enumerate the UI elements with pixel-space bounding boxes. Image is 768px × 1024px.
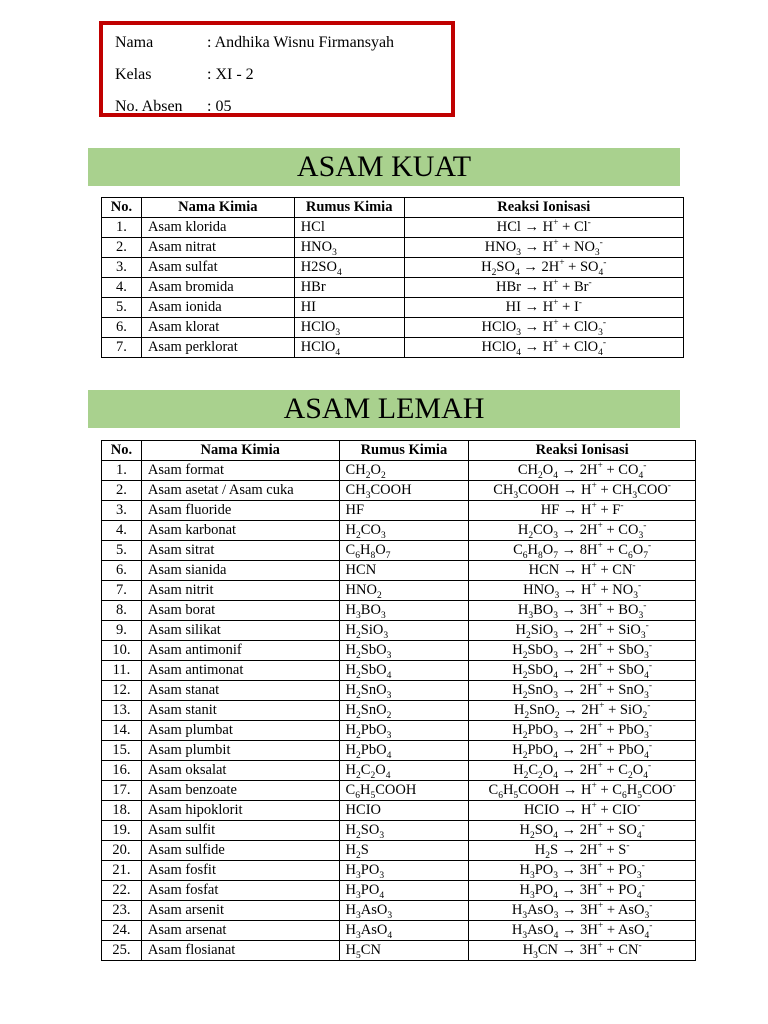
chemical-name: Asam plumbit [141, 741, 339, 761]
chemical-formula: $CH_2O_2$ [339, 461, 469, 481]
column-header: Rumus Kimia [339, 441, 469, 461]
row-number: 3. [102, 258, 142, 278]
chemical-formula: $H_2SO_3$ [339, 821, 469, 841]
ionization-reaction: HCN → H+ + CN- [469, 561, 696, 581]
chemical-formula: $H_2SiO_3$ [339, 621, 469, 641]
chemical-name: Asam antimonat [141, 661, 339, 681]
ionization-reaction: $HNO_3 \to H^+ + NO_3^-$ [469, 581, 696, 601]
ionization-reaction: $H_3CN \to 3H^+ + CN^-$ [469, 941, 696, 961]
row-number: 12. [102, 681, 142, 701]
column-header: Reaksi Ionisasi [404, 198, 683, 218]
table-row [102, 461, 696, 481]
table-row [102, 641, 696, 661]
chemical-formula: $C_6H_5COOH$ [339, 781, 469, 801]
chemical-name: Asam hipoklorit [141, 801, 339, 821]
ionization-reaction: $H_2SnO_3 \to 2H^+ + SnO_3^-$ [469, 681, 696, 701]
table-row [102, 481, 696, 501]
row-number: 11. [102, 661, 142, 681]
chemical-formula: HF [339, 501, 469, 521]
table-row [102, 801, 696, 821]
table-row [102, 741, 696, 761]
table-row [102, 861, 696, 881]
ionization-reaction: HClO$_3$ → H+ + ClO$_3$- [404, 318, 683, 338]
table-row [102, 561, 696, 581]
table-row [102, 701, 696, 721]
column-header: Rumus Kimia [294, 198, 404, 218]
chemical-name: Asam sulfide [141, 841, 339, 861]
row-number: 16. [102, 761, 142, 781]
table-row [102, 721, 696, 741]
chemical-formula: $CH_3COOH$ [339, 481, 469, 501]
row-number: 24. [102, 921, 142, 941]
chemical-name: Asam perklorat [141, 338, 294, 358]
chemical-formula: $H_2SnO_3$ [339, 681, 469, 701]
chemical-name: Asam asetat / Asam cuka [141, 481, 339, 501]
table-row [102, 941, 696, 961]
table-row [102, 521, 696, 541]
chemical-formula: $H_3AsO_4$ [339, 921, 469, 941]
info-value: : Andhika Wisnu Firmansyah [207, 34, 395, 51]
row-number: 21. [102, 861, 142, 881]
table-row [102, 681, 696, 701]
info-value: : XI - 2 [207, 66, 254, 83]
table-row [102, 338, 684, 358]
chemical-name: Asam antimonif [141, 641, 339, 661]
table-row [102, 218, 684, 238]
row-number: 3. [102, 501, 142, 521]
chemical-name: Asam stanat [141, 681, 339, 701]
chemical-name: Asam karbonat [141, 521, 339, 541]
table-row [102, 298, 684, 318]
chemical-name: Asam format [141, 461, 339, 481]
ionization-reaction: $H_2SbO_3 \to 2H^+ + SbO_3^-$ [469, 641, 696, 661]
row-number: 15. [102, 741, 142, 761]
chemical-name: Asam klorida [141, 218, 294, 238]
student-info-box [99, 21, 455, 117]
ionization-reaction: $H_3AsO_3 \to 3H^+ + AsO_3^-$ [469, 901, 696, 921]
row-number: 8. [102, 601, 142, 621]
chemical-name: Asam sianida [141, 561, 339, 581]
chemical-formula: $HNO_2$ [339, 581, 469, 601]
chemical-name: Asam borat [141, 601, 339, 621]
column-header: Nama Kimia [141, 198, 294, 218]
chemical-name: Asam oksalat [141, 761, 339, 781]
chemical-formula: $H_2PbO_4$ [339, 741, 469, 761]
ionization-reaction: $H_2SnO_2 \to 2H^+ + SiO_2^-$ [469, 701, 696, 721]
row-number: 19. [102, 821, 142, 841]
table-row [102, 318, 684, 338]
chemical-formula: $H_5CN$ [339, 941, 469, 961]
chemical-formula: HCIO [339, 801, 469, 821]
ionization-reaction: HClO$_4$ → H+ + ClO$_4$- [404, 338, 683, 358]
table-row [102, 258, 684, 278]
info-label: Nama [115, 34, 154, 51]
chemical-formula: $HNO_3$ [294, 238, 404, 258]
chemical-formula: $C_6H_8O_7$ [339, 541, 469, 561]
ionization-reaction: $H_3PO_3 \to 3H^+ + PO_3^-$ [469, 861, 696, 881]
table-row [102, 278, 684, 298]
table-row [102, 881, 696, 901]
row-number: 5. [102, 298, 142, 318]
weak-acid-title: ASAM LEMAH [88, 390, 680, 428]
table-row [102, 841, 696, 861]
row-number: 1. [102, 461, 142, 481]
chemical-name: Asam arsenit [141, 901, 339, 921]
chemical-formula: HI [294, 298, 404, 318]
chemical-formula: $H2SO_4$ [294, 258, 404, 278]
ionization-reaction: $CH_2O_4 \to 2H^+ + CO_4^-$ [469, 461, 696, 481]
chemical-formula: $H_2PbO_3$ [339, 721, 469, 741]
row-number: 23. [102, 901, 142, 921]
table-row [102, 541, 696, 561]
ionization-reaction: $H_2SO_4 \to 2H^+ + SO_4^-$ [469, 821, 696, 841]
chemical-name: Asam sitrat [141, 541, 339, 561]
chemical-formula: $H_2SbO_4$ [339, 661, 469, 681]
column-header: No. [102, 441, 142, 461]
row-number: 13. [102, 701, 142, 721]
ionization-reaction: $H_2S \to 2H^+ + S^-$ [469, 841, 696, 861]
ionization-reaction: HI → H+ + I- [404, 298, 683, 318]
strong-acid-title: ASAM KUAT [88, 148, 680, 186]
chemical-formula: $H_3PO_3$ [339, 861, 469, 881]
chemical-formula: $H_3BO_3$ [339, 601, 469, 621]
table-row [102, 781, 696, 801]
row-number: 22. [102, 881, 142, 901]
chemical-name: Asam plumbat [141, 721, 339, 741]
chemical-formula: HCN [339, 561, 469, 581]
ionization-reaction: $C_6H_8O_7 \to 8H^+ + C_6O_7^-$ [469, 541, 696, 561]
chemical-formula: $H_3AsO_3$ [339, 901, 469, 921]
ionization-reaction: HBr → H+ + Br- [404, 278, 683, 298]
ionization-reaction: HCIO → H+ + CIO- [469, 801, 696, 821]
row-number: 6. [102, 561, 142, 581]
ionization-reaction: HCl → H+ + Cl- [404, 218, 683, 238]
row-number: 25. [102, 941, 142, 961]
ionization-reaction: $H_3PO_4 \to 3H^+ + PO_4^-$ [469, 881, 696, 901]
ionization-reaction: $H_2PbO_4 \to 2H^+ + PbO_4^-$ [469, 741, 696, 761]
table-header-row [102, 441, 696, 461]
ionization-reaction: $H_2PbO_3 \to 2H^+ + PbO_3^-$ [469, 721, 696, 741]
chemical-name: Asam ionida [141, 298, 294, 318]
table-row [102, 661, 696, 681]
chemical-formula: $H_2SnO_2$ [339, 701, 469, 721]
table-row [102, 501, 696, 521]
chemical-formula: HClO$_3$ [294, 318, 404, 338]
chemical-formula: $H_2S$ [339, 841, 469, 861]
chemical-name: Asam sulfit [141, 821, 339, 841]
chemical-formula: HCl [294, 218, 404, 238]
row-number: 17. [102, 781, 142, 801]
row-number: 6. [102, 318, 142, 338]
ionization-reaction: $H_2C_2O_4 \to 2H^+ + C_2O_4^-$ [469, 761, 696, 781]
row-number: 2. [102, 238, 142, 258]
row-number: 4. [102, 521, 142, 541]
chemical-name: Asam bromida [141, 278, 294, 298]
ionization-reaction: $H_2SiO_3 \to 2H^+ + SiO_3^-$ [469, 621, 696, 641]
ionization-reaction: $C_6H_5COOH \to H^+ + C_6H_5COO^-$ [469, 781, 696, 801]
table-row [102, 238, 684, 258]
chemical-formula: $H_2C_2O_4$ [339, 761, 469, 781]
strong-acid-table [101, 197, 684, 358]
table-row [102, 601, 696, 621]
chemical-name: Asam silikat [141, 621, 339, 641]
table-row [102, 921, 696, 941]
info-value: : 05 [207, 98, 232, 115]
ionization-reaction: $H_3BO_3 \to 3H^+ + BO_3^-$ [469, 601, 696, 621]
row-number: 5. [102, 541, 142, 561]
ionization-reaction: $H_2SbO_4 \to 2H^+ + SbO_4^-$ [469, 661, 696, 681]
ionization-reaction: $H_2SO_4 \to 2H^+ + SO_4^-$ [404, 258, 683, 278]
chemical-name: Asam nitrat [141, 238, 294, 258]
ionization-reaction: $H_3AsO_4 \to 3H^+ + AsO_4^-$ [469, 921, 696, 941]
chemical-name: Asam nitrit [141, 581, 339, 601]
weak-acid-table [101, 440, 696, 961]
ionization-reaction: $H_2CO_3 \to 2H^+ + CO_3^-$ [469, 521, 696, 541]
chemical-name: Asam fosfit [141, 861, 339, 881]
row-number: 7. [102, 581, 142, 601]
chemical-name: Asam fosfat [141, 881, 339, 901]
info-label: Kelas [115, 66, 152, 83]
chemical-name: Asam stanit [141, 701, 339, 721]
table-row [102, 821, 696, 841]
column-header: Reaksi Ionisasi [469, 441, 696, 461]
chemical-formula: HClO$_4$ [294, 338, 404, 358]
row-number: 9. [102, 621, 142, 641]
table-row [102, 581, 696, 601]
row-number: 2. [102, 481, 142, 501]
ionization-reaction: HF → H+ + F- [469, 501, 696, 521]
table-row [102, 761, 696, 781]
row-number: 10. [102, 641, 142, 661]
row-number: 7. [102, 338, 142, 358]
info-label: No. Absen [115, 98, 183, 115]
row-number: 14. [102, 721, 142, 741]
ionization-reaction: $CH_3COOH \to H^+ + CH_3COO^-$ [469, 481, 696, 501]
table-row [102, 901, 696, 921]
row-number: 1. [102, 218, 142, 238]
chemical-name: Asam benzoate [141, 781, 339, 801]
row-number: 18. [102, 801, 142, 821]
chemical-name: Asam arsenat [141, 921, 339, 941]
chemical-formula: $H_2CO_3$ [339, 521, 469, 541]
chemical-formula: $H_3PO_4$ [339, 881, 469, 901]
row-number: 20. [102, 841, 142, 861]
row-number: 4. [102, 278, 142, 298]
chemical-name: Asam sulfat [141, 258, 294, 278]
chemical-name: Asam fluoride [141, 501, 339, 521]
chemical-name: Asam klorat [141, 318, 294, 338]
chemical-formula: HBr [294, 278, 404, 298]
column-header: No. [102, 198, 142, 218]
table-row [102, 621, 696, 641]
chemical-name: Asam flosianat [141, 941, 339, 961]
ionization-reaction: $HNO_3 \to H^+ + NO_3^-$ [404, 238, 683, 258]
chemical-formula: $H_2SbO_3$ [339, 641, 469, 661]
column-header: Nama Kimia [141, 441, 339, 461]
table-header-row [102, 198, 684, 218]
